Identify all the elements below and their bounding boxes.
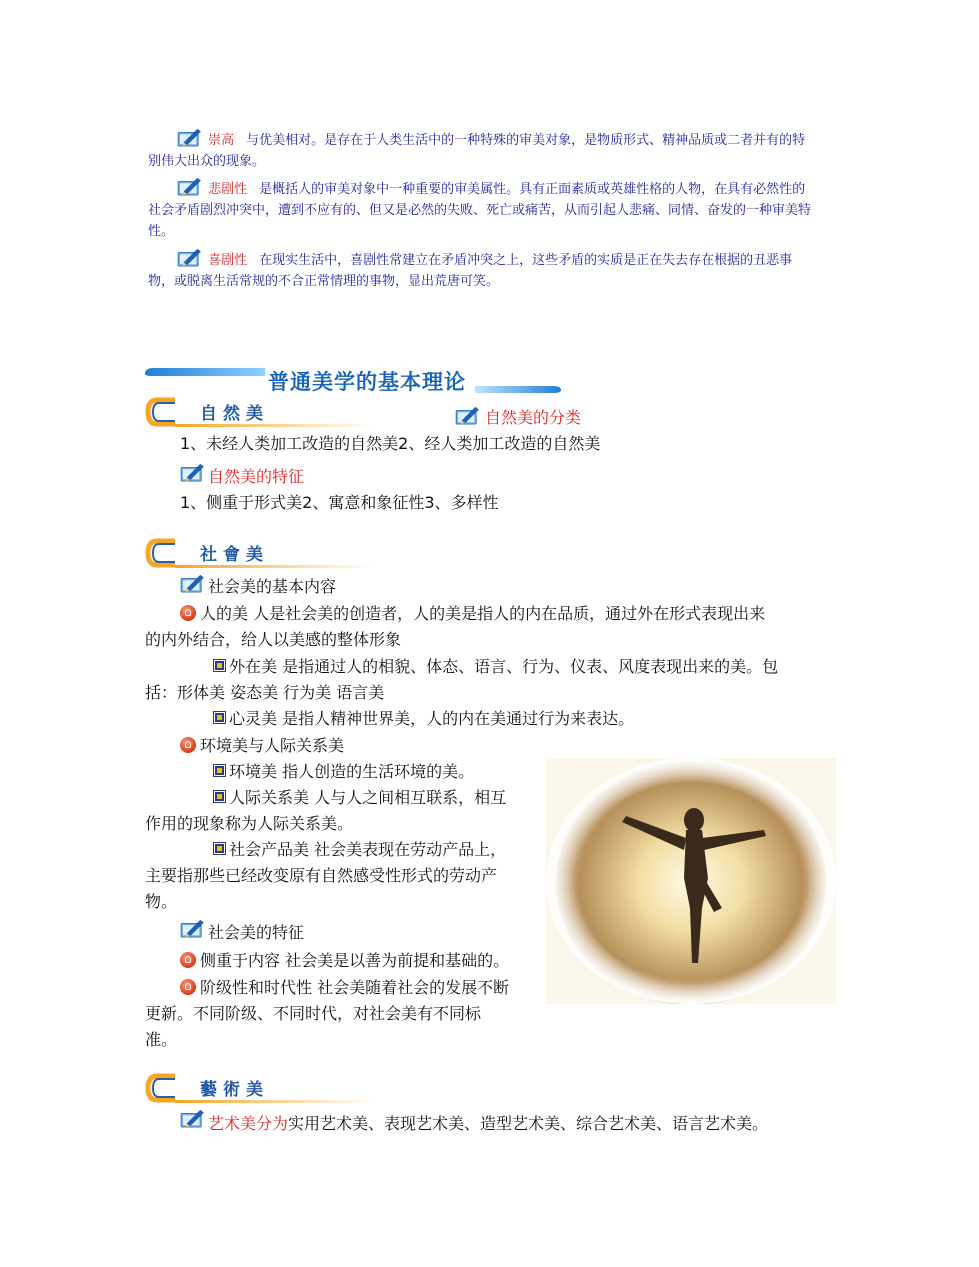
section-title-natural: 自然美 [200, 404, 269, 424]
art-text: 实用艺术美、表现艺术美、造型艺术美、综合艺术美、语言艺术美。 [288, 1114, 769, 1133]
art-classification-line [208, 1111, 768, 1137]
square-bullet-icon [214, 660, 225, 671]
section-title-social: 社會美 [200, 545, 269, 565]
pen-book-icon [180, 918, 206, 938]
pen-book-icon [176, 247, 204, 267]
social-basic-label: 社会美的基本内容 [208, 577, 337, 596]
environment-label: 环境美与人际关系美 [180, 733, 344, 759]
natural-classification-label: 自然美的分类 [485, 408, 582, 427]
social-feature-class-end: 准。 [145, 1030, 178, 1049]
definition-term: 悲剧性 [208, 182, 248, 197]
art-label: 艺术美分为 [208, 1114, 289, 1133]
social-feature-class-cont: 更新。不同阶级、不同时代，对社会美有不同标 [145, 1004, 482, 1023]
pen-book-icon [176, 127, 204, 147]
definition-comic [148, 247, 818, 292]
human-beauty-line-cont: 的内外结合，给人以美感的整体形象 [145, 630, 402, 649]
definition-text: 在现实生活中，喜剧性常建立在矛盾冲突之上，这些矛盾的实质是正在失去存在根据的丑恶事物，或脱离生活常规的不合正常情理的事物，显出荒唐可笑。 [148, 253, 793, 289]
silhouette-photo [546, 758, 836, 1004]
definition-term: 崇高 [208, 133, 235, 148]
natural-features-text: 1、侧重于形式美2、寓意和象征性3、多样性 [180, 493, 499, 512]
definition-text: 与优美相对。是存在于人类生活中的一种特殊的审美对象，是物质形式、精神品质或二者并有的特别伟大出众的现象。 [148, 133, 806, 169]
section-underline [175, 1100, 375, 1103]
bulb-icon [180, 605, 196, 621]
definition-term: 喜剧性 [208, 253, 248, 268]
square-bullet-icon [214, 843, 225, 854]
section-bracket-icon [145, 538, 205, 568]
env-beauty-line: 环境美 指人创造的生活环境的美。 [214, 759, 474, 785]
human-beauty-line: 人的美 人是社会美的创造者，人的美是指人的内在品质，通过外在形式表现出来 [180, 601, 765, 627]
definition-text: 是概括人的审美对象中一种重要的审美属性。具有正面素质或英雄性格的人物，在具有必然性的社会矛盾剧烈冲突中，遭到不应有的、但又是必然的失败、死亡或痛苦，从而引起人悲痛、同情、奋发的一种审美特性。 [148, 182, 812, 239]
section-underline [175, 424, 375, 427]
natural-classification-text: 1、未经人类加工改造的自然美2、经人类加工改造的自然美 [180, 434, 601, 453]
pen-book-icon [180, 1108, 206, 1128]
pen-book-icon [176, 176, 204, 196]
natural-features-label: 自然美的特征 [208, 467, 305, 486]
social-feature-class: 阶级性和时代性 社会美随着社会的发展不断 [180, 975, 509, 1001]
relation-beauty-line-cont: 作用的现象称为人际关系美。 [145, 814, 354, 833]
square-bullet-icon [214, 791, 225, 802]
square-bullet-icon [214, 712, 225, 723]
product-beauty-line: 社会产品美 社会美表现在劳动产品上， [214, 837, 506, 863]
section-bracket-icon [145, 397, 205, 427]
relation-beauty-line: 人际关系美 人与人之间相互联系，相互 [214, 785, 506, 811]
bulb-icon [180, 737, 196, 753]
banner-title: 普通美学的基本理论 [268, 370, 466, 394]
bulb-icon [180, 979, 196, 995]
outer-beauty-line: 外在美 是指通过人的相貌、体态、语言、行为、仪表、风度表现出来的美。包 [214, 654, 778, 680]
section-title-art: 藝術美 [200, 1080, 269, 1100]
inner-beauty-line: 心灵美 是指人精神世界美，人的内在美通过行为来表达。 [214, 706, 634, 732]
pen-book-icon [180, 573, 206, 593]
social-features-label: 社会美的特征 [208, 923, 305, 942]
product-beauty-line-cont: 主要指那些已经改变原有自然感受性形式的劳动产 [145, 866, 498, 885]
section-underline [175, 565, 375, 568]
definition-sublime [148, 127, 818, 172]
section-bracket-icon [145, 1073, 205, 1103]
definition-tragic [148, 176, 818, 242]
pen-book-icon [180, 462, 206, 482]
square-bullet-icon [214, 765, 225, 776]
social-feature-content: 侧重于内容 社会美是以善为前提和基础的。 [180, 948, 509, 974]
product-beauty-line-end: 物。 [145, 892, 178, 911]
outer-beauty-line-cont: 括：形体美 姿态美 行为美 语言美 [145, 683, 385, 702]
bulb-icon [180, 952, 196, 968]
pen-book-icon [455, 405, 481, 425]
